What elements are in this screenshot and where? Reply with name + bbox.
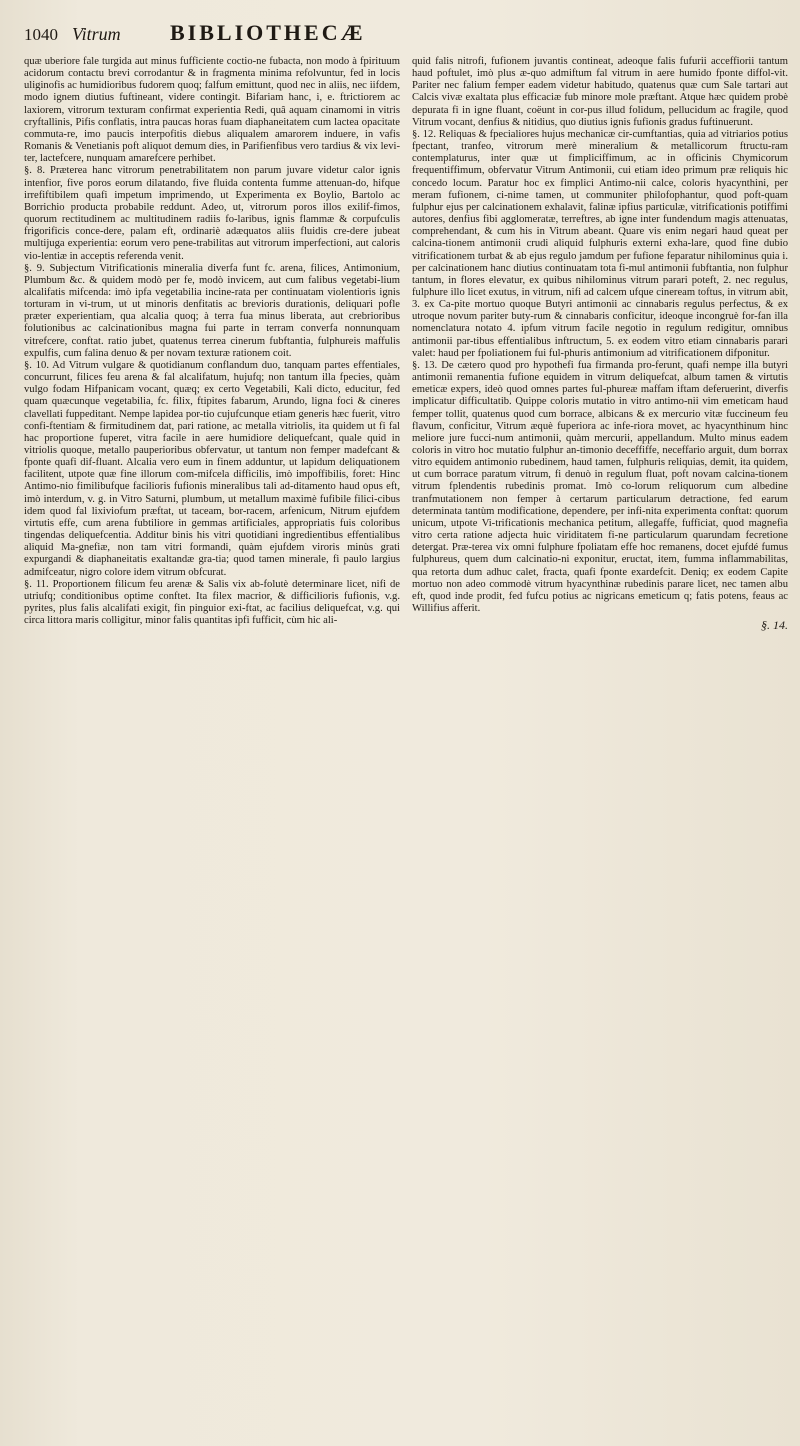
headword: Vitrum — [72, 24, 121, 44]
text-columns — [24, 56, 788, 631]
page-number: 1040 — [24, 25, 58, 44]
right-column — [412, 56, 788, 631]
page-header — [24, 20, 788, 48]
running-title: BIBLIOTHECÆ — [170, 20, 366, 45]
paragraph: §. 13. De cætero quod pro hypothefi fua firmanda pro-ferunt, quafi nempe illa butyri antimonii remanentia fufione equidem in vitrum deliquefcat, album tamen & virtutis emeticæ expers, ideò quod omnes partes ful-phureæ maffam iftam deferuerint, diverfis implicatur difficultatib. Quippe coloris mutatio in vitro antimo-nii vim emeticam haud femper tollit, quatenus quod cum borrace, albicans & ex mercurio vitæ fuccineum feu flavum, conficitur, Vitrum æquè fuperiora ac infe-riora movet, ac hyacynthinum hinc meliore jure fucci-num antimonii, quàm mercurii, appellandum. Multo minus eadem coloris in vitro hoc mutatio fulphur an-timonio deceffiffe, neceffario arguit, dum borrax vitro equidem antimonio rubedinem, haud tamen, fulphuris reliquias, demit, ita quidem, ut cum borrace paratum vitrum, fi denuò in regulum fluat, poft novam calcina-tionem vitrum fplendentis rubedinis promat. Imò co-lorum reliquorum cum albedine tranfmutationem non femper à certarum particularum detractione, fed earum determinata tantùm modificatione, dependere, per infi-nita experimenta conftat: quorum unicum, utpote Vi-trificationis mechanica petitum, allegaffe, fufficiat, quod magnefia vitro certa ratione adjecta huic viriditatem fi-ne particularum quarundam fecretione detergat. Præ-terea vix omni fulphure fpoliatam effe hoc remanens, docet ejufdé fumus fulphureus, quem dum calcinatio-ni exponitur, eructat, item, fumma inflammabilitas, qua retorta dum adhuc calet, fracta, quafi fponte exardefcit. Deniq; ex eodem Capite mortuo non adeo commodè vitrum hyacynthinæ rubedinis parare licet, nec tamen albu eft, quod inde prodit, fed fufcu potius ac nigricans emeticum q; fatis potens, feaus ac Willifius afferit. — [412, 359, 788, 615]
catchword: §. 14. — [761, 618, 788, 633]
paragraph: §. 12. Reliquas & fpecialiores hujus mechanicæ cir-cumftantias, quia ad vitriarios potius fpectant, tranfeo, vitrorum merè mineralium & metallicorum ftructu-ram contemplaturus, inter quæ ut fimpliciffimum, ac in officinis Chymicorum frequentiffimum, obfervatur Vitrum Antimonii, cui etiam ideo primum præ reliquis hic concedo locum. Paratur hoc ex fimplici Antimo-nii calce, coloris hyacynthini, per meram fufionem, ci-nime tamen, ut communiter philofophantur, quod poft-quam fulphur ejus per calcinationem exhalavit, falinæ ipfius particulæ, vitrificationis potiffimi autores, denfius fibi agglomeratæ, terreftres, ab igne inter fundendum magis attenuatas, comprehendant, & cum his in Vitrum abeant. Quare vis enim negari haud queat per calcina-tionem antimonii crudi aliquid fulphuris externi exha-lare, quod fine dubio vitrificationem turbat & ab ejus regulo jamdum per fufione feparatur nihilominus quia i. per calcinationem hanc diutius continuatam tota fi-mul antimonii fubftantia, non fulphur tantum, in flores elevatur, ex quibus nihilominus vitrum parari poteft, 2. nec regulus, fulphure illo licet exutus, in vitrum, nifi ad calcem ufque cineream toftus, in vitrum abit, 3. ex Ca-pite mortuo quoque Butyri antimonii ac cinnabaris regulus perfectus, & ex utroque novum pariter buty-rum & cinnabaris conficitur, ideoque incongruè for-fan illa nomenclatura notato 4. ipfum vitrum facile negotio in regulum redigitur, omnibus antimonii par-tibus effentialibus inftructum, 5. ex eodem vitro etiam cinnabaris parari valet: haud per fpoliationem fui ful-phuris antimonium ad vitrificationem difponitur. — [412, 128, 788, 359]
left-column — [24, 56, 400, 631]
paragraph: quæ uberiore fale turgida aut minus fufficiente coctio-ne fubacta, non modo à fpirituum acidorum contactu brevi corrodantur & in fragmenta minima refolvuntur, fed in locis uliginofis ac humidioribus fudorem quoq; falfum emittunt, quod nec in aliis, nec iifdem, modo ignem diutius fuftineant, videre contingit. Bifariam hanc, i, e. ftrictiorem ac laxiorem, vitrorum texturam confirmat experientia Redi, quâ aquam cinamomi in vitris cryftallinis, Pifis conflatis, intra paucas horas fuam diaphaneitatem cum lactea opacitate commuta-re, imo paucis interpofitis diebus aliqualem amarorem induere, in vafis Romanis & Venetianis poft aliquot demum dies, in Parifienfibus vero tardius & vix levi-ter, lactefcere, nunquam amarefcere perhibet. — [24, 56, 400, 165]
paragraph: quid falis nitrofi, fufionem juvantis contineat, adeoque falis fufurii acceffiorii tantum haud poftulet, imò plus æ-quo admiftum fal vitrum in aere humido fponte diffol-vit. Pariter nec falium femper eadem videtur habitudo, quatenus quæ cum Sale tartari aut Calcis vivæ exaltata plus efficaciæ fub minore mole præftant. Atque hæc quidem probè depurata fi in igne fluant, coëunt in cor-pus illud folidum, pellucidum ac fragile, quod Vitrum vocant, denfius & nitidius, quo diutius ignis fufionis gradus fuftinuerunt. — [412, 56, 788, 128]
paragraph: §. 8. Præterea hanc vitrorum penetrabilitatem non parum juvare videtur calor ignis intenfior, five poros eorum dilatando, five fluida contenta fumme attenuan-do, hifque irrefiftibilem quafi impetum imprimendo, ut Experimenta ex Boylio, Bartolo ac Borrichio producta probabile reddunt. Adeo, ut, vitrorum poros illos exilif-fimos, quorum rectitudinem ac multitudinem radiis fo-laribus, ignis flammæ & corpufculis frigorificis conce-dere, palam eft, ordinariè adæquatos aliis fluidis cre-dere jubeat multijuga experientia: eorum vero pene-trabilitas aut vitrorum imperfectioni, aut caloris vio-lentiæ in acceptis referenda venit. — [24, 165, 400, 262]
paragraph: §. 9. Subjectum Vitrificationis mineralia diverfa funt fc. arena, filices, Antimonium, Plumbum &c. & quidem modò per fe, modò invicem, aut cum falibus vegetabi-lium alcalifatis mifcenda: imò ipfa vegetabilia incine-rata per continuatam violentioris ignis torturam in vi-trum, ut ut minoris denfitatis ac brevioris durationis, deliquari pofle præter experientiam, qua alcalia quoq; à terra fua minus liberata, aut crebrioribus folutionibus ac calcinationibus magna fui parte in terram converfa nonnunquam vitrefcere, conftat. ratio jubet, quatenus terrea cinerum fubftantia, fulphureis maffulis expulfis, cum falina denuo & per novam texturæ rationem coit. — [24, 262, 400, 359]
paragraph: §. 10. Ad Vitrum vulgare & quotidianum conflandum duo, tanquam partes effentiales, concurrunt, filices feu arena & fal alcalifatum, hujufq; non tantum illa fpecies, quàm vulgo fodam Hifpanicam vocant, quæq; ex certo Vegetabili, Kali dicto, educitur, fed quam quæcunque vegetabilia, fc. filix, ftipites fabarum, Arundo, ligna foci & cineres clavellati fuppeditant. Nempe lapidea por-tio cujufcunque etiam generis hæc fuerit, vitro confi-ftentiam & firmitudinem dat, pari ratione, ac metalla vitriolis, ita quidem ut fi fal hac proportione fuperet, vitra facile in aere humidiore deliquefcant, quale quid in vitriolis quoque, metallo pauperioribus obfervatur, ut tantum non femper madefcant & fponte quafi dif-fluant. Alcalia vero eum in finem adduntur, ut lapidum deliquationem facilitent, utpote quæ fine illorum com-mifcela difficilis, imò impoffibilis, foret: Hinc Antimo-nio fimilibufque facilioris fufionis mineralibus tali ad-ditamento haud opus eft, imò interdum, v. g. in Vitro Saturni, plumbum, ut metallum maximè fufibile filici-cibus idem quod fal lixiviofum præftat, ut taceam, bor-racem, arfenicum, Nitrum ejufdem virtutis effe, cum arena fubtiliore in gemmas artificiales, appropriatis fuis coloribus tingendas deliquefcentia. Additur binis his vitri quotidiani ingredientibus effentialibus aliquid Ma-gnefiæ, non tam vitri formandi, quàm ejufdem viroris minùs grati expurgandi & diaphaneitatis exaltandæ gra-tia; quod tamen minerale, fi paulo largius admifceatur, nigro colore idem vitrum obfcurat. — [24, 359, 400, 578]
paragraph: §. 11. Proportionem filicum feu arenæ & Salis vix ab-folutè determinare licet, nifi de utriufq; conditionibus optime conftet. Ita filex macrior, & difficilioris fufionis, v.g. pyrites, plus falis alcalifati exigit, fin pinguior exi-ftat, ac facilius deliquefcat, v.g. qui circa littora maris colligitur, minor falis quantitas ipfi fufficit, cùm hic ali- — [24, 578, 400, 627]
